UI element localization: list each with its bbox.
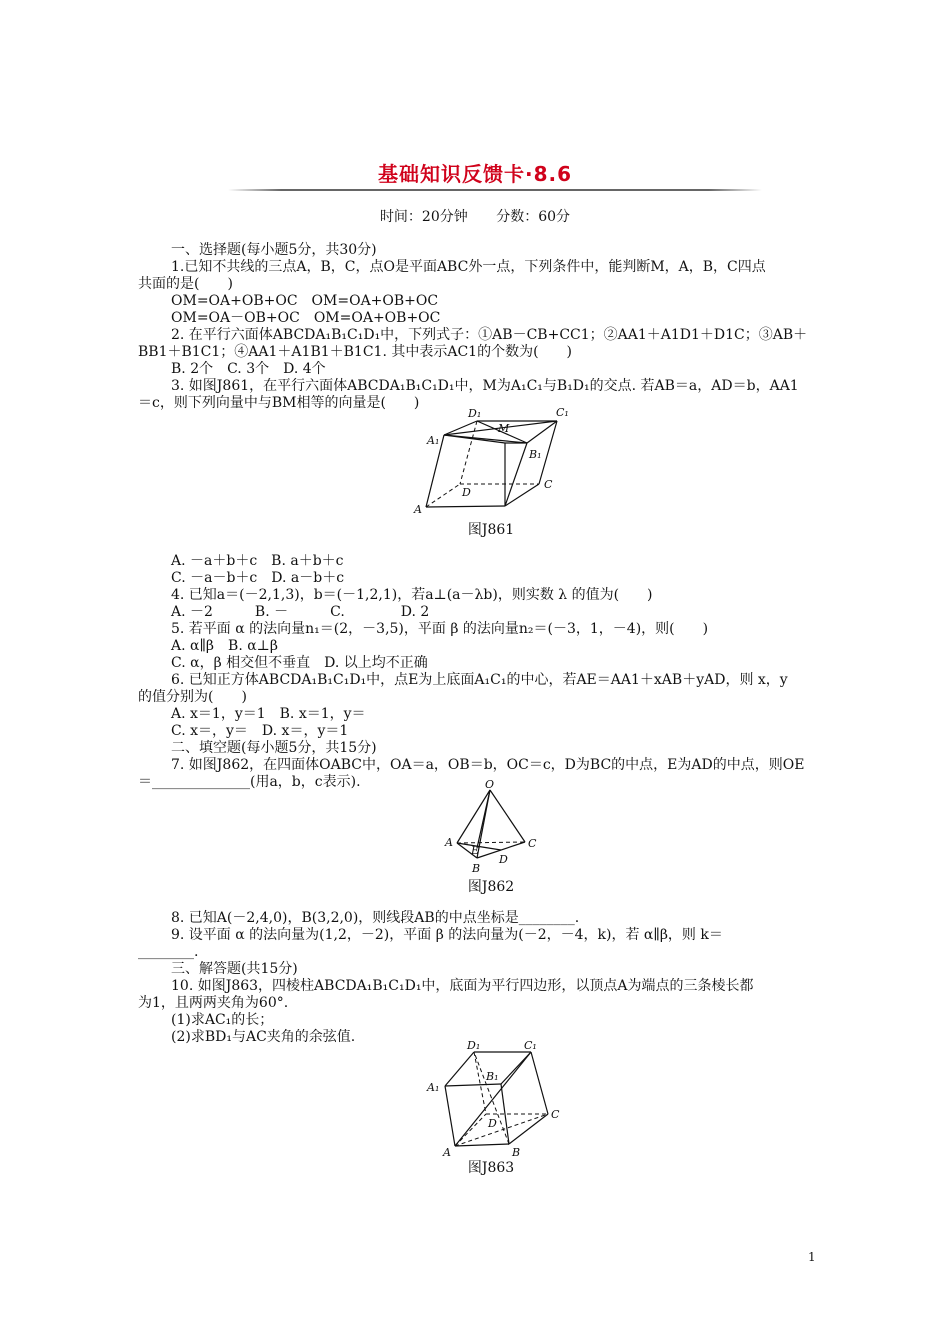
page-title: 基础知识反馈卡·8.6 [377,162,573,186]
q3-stem-line1: 3. 如图J861，在平行六面体ABCDA₁B₁C₁D₁中，M为A₁C₁与B₁D₁的交点. 若AB＝a，AD＝b，AA1 [171,378,799,394]
label-c: C [551,1108,560,1121]
q10-part2: (2)求BD₁与AC夹角的余弦值. [171,1029,356,1045]
q4-options: A. －2 B. － C. D. 2 [171,604,430,620]
label-c1: C₁ [524,1039,537,1052]
q5-options-cd: C. α，β 相交但不垂直 D. 以上均不正确 [171,655,428,671]
q3-stem-line2: ＝c，则下列向量中与BM相等的向量是( ) [138,395,420,411]
label-d1: D₁ [467,1039,481,1052]
label-m: M [498,422,510,435]
label-b1: B₁ [529,448,542,461]
label-d1: D₁ [468,407,482,420]
exam-meta [0,206,950,226]
q5-stem: 5. 若平面 α 的法向量n₁＝(2，－3,5)，平面 β 的法向量n₂＝(－3，1，－4)，则( ) [171,621,709,637]
section-heading: 三、解答题(共15分) [171,961,298,977]
label-d: D [499,853,508,866]
label-b: B [512,1146,521,1159]
label-e: E [471,844,480,857]
q6-options-cd: C. x＝，y＝ D. x＝，y＝1 [171,723,349,739]
q1-options-line2: OM=OA－OB+OC OM=OA+OB+OC [171,310,441,326]
section-heading: 二、填空题(每小题5分，共15分) [171,740,377,756]
q1-stem-line1: 1.已知不共线的三点A，B，C，点O是平面ABC外一点，下列条件中，能判断M，A，B，C四点 [171,259,766,275]
section-heading: 一、选择题(每小题5分，共30分) [171,242,377,258]
figure-caption-j861: 图J861 [467,522,515,538]
label-c1: C₁ [556,406,569,419]
label-o: O [485,778,495,791]
q2-options: B. 2个 C. 3个 D. 4个 [171,361,326,377]
total-score: 分数：60分 [496,209,571,225]
q6-stem-line1: 6. 已知正方体ABCDA₁B₁C₁D₁中，点E为上底面A₁C₁的中心，若AE＝AA1＋xAB＋yAD，则 x，y [171,672,788,688]
page-number: 1 [808,1250,816,1264]
label-d: D [462,486,471,499]
q9-stem-line1: 9. 设平面 α 的法向量为(1,2，－2)，平面 β 的法向量为(－2，－4，k)，若 α∥β，则 k＝ [171,927,723,943]
figure-caption-j863: 图J863 [467,1160,515,1176]
q4-stem: 4. 已知a＝(－2,1,3)，b＝(－1,2,1)，若a⊥(a－λb)，则实数 λ 的值为( ) [171,587,653,603]
q9-stem-line2: ________. [138,944,199,960]
q10-part1: (1)求AC₁的长； [171,1012,274,1028]
q6-options-ab: A. x＝1，y＝1 B. x＝1，y＝ [171,706,366,722]
label-a: A [414,503,422,516]
label-d: D [488,1117,497,1130]
label-c: C [544,478,553,491]
label-c: C [528,837,537,850]
figure-caption-j862: 图J862 [467,879,515,895]
label-a: A [445,836,453,849]
q3-options-ab: A. －a＋b＋c B. a＋b＋c [171,553,344,569]
q5-options-ab: A. α∥β B. α⊥β [171,638,278,654]
figure-j862 [440,780,550,880]
figure-j863 [418,1040,568,1160]
q2-stem-line1: 2. 在平行六面体ABCDA₁B₁C₁D₁中，下列式子：①AB－CB+CC1；②AA1＋A1D1＋D1C；③AB＋ [171,327,808,343]
label-b1: B₁ [486,1070,499,1083]
label-a1: A₁ [427,1081,440,1094]
q1-options-line1: OM=OA+OB+OC OM=OA+OB+OC [171,293,439,309]
q8-stem: 8. 已知A(－2,4,0)，B(3,2,0)，则线段AB的中点坐标是________. [171,910,580,926]
label-b: B [472,862,481,875]
q10-stem-line1: 10. 如图J863，四棱柱ABCDA₁B₁C₁D₁中，底面为平行四边形，以顶点A为端点的三条棱长都 [171,978,754,994]
q6-stem-line2: 的值分别为( ) [138,689,247,705]
q2-stem-line2: BB1＋B1C1；④AA1＋A1B1＋B1C1. 其中表示AC1的个数为( ) [138,344,573,360]
q7-stem-line2: ＝______________(用a，b，c表示). [138,774,361,790]
q10-stem-line2: 为1，且两两夹角为60°. [138,995,289,1011]
label-a1: A₁ [427,434,440,447]
q7-stem-line1: 7. 如图J862，在四面体OABC中，OA＝a，OB＝b，OC＝c，D为BC的中点，E为AD的中点，则OE [171,757,805,773]
q1-stem-line2: 共面的是( ) [138,276,233,292]
title-divider [228,189,762,191]
label-a: A [443,1146,451,1159]
time-limit: 时间：20分钟 [379,209,468,225]
q3-options-cd: C. －a－b＋c D. a－b＋c [171,570,345,586]
figure-j861 [405,405,569,520]
